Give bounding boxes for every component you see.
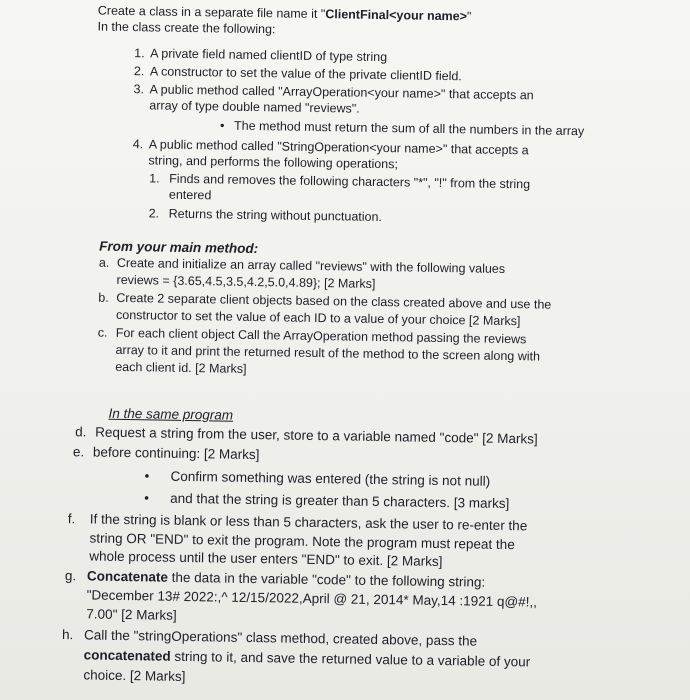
class-item-1: 1. A private field named clientID of type string: [134, 46, 388, 65]
main-item-a-cont: reviews = {3.65,4.5,3.5,4.2,5.0,4.89}; [2 Marks]: [116, 272, 376, 291]
main-item-a: a. Create and initialize an array called "reviews" with the following values: [98, 255, 506, 276]
main-item-c: c. For each client object Call the ArrayOperation method passing the reviews: [97, 325, 527, 347]
item-f: f. If the string is blank or less than 5 characters, ask the user to re-enter the: [67, 511, 528, 534]
class-item-4-sub-1-cont: entered: [168, 187, 212, 203]
class-name: ClientFinal<your name>: [325, 7, 468, 24]
main-item-c-cont-1: array to it and print the returned result of the method to the screen along with: [115, 342, 541, 364]
item-g: g. Concatenate the data in the variable "code" to the following string:: [64, 568, 486, 590]
class-item-3-cont: array of type double named "reviews".: [149, 98, 360, 116]
class-item-4-sub-2: 2. Returns the string without punctuation.: [148, 206, 383, 225]
item-e-bullet-2: • and that the string is greater than 5 characters. [3 marks]: [144, 490, 510, 512]
bullet-icon: •: [219, 118, 225, 133]
item-d: d. Request a string from the user, store to a variable named "code" [2 Marks]: [75, 424, 538, 447]
item-f-cont-2: whole process until the user enters "END" to exit. [2 Marks]: [89, 548, 443, 570]
item-h: h. Call the "stringOperations" class method, created above, pass the: [61, 627, 478, 649]
class-item-3-bullet: • The method must return the sum of all the numbers in the array: [219, 118, 585, 139]
bullet-icon: •: [144, 490, 150, 506]
class-item-4: 4. A public method called "StringOperation<your name>" that accepts a: [132, 137, 529, 158]
intro-text: Create a class in a separate file name it ": [97, 3, 326, 22]
class-item-4-cont: string, and performs the following operations;: [148, 153, 399, 172]
same-program-heading: In the same program: [108, 405, 234, 423]
item-f-cont-1: string OR "END" to exit the program. Note the program must repeat the: [89, 530, 515, 553]
item-e: e. before continuing: [2 Marks]: [72, 444, 260, 463]
item-g-marks: 7.00" [2 Marks]: [86, 606, 177, 623]
main-item-b: b. Create 2 separate client objects based on the class created above and use the: [98, 290, 552, 312]
item-e-bullet-1: • Confirm something was entered (the string is not null): [144, 468, 491, 489]
main-item-c-cont-2: each client id. [2 Marks]: [115, 359, 247, 376]
main-item-b-cont: constructor to set the value of each ID to a value of your choice [2 Marks]: [115, 307, 521, 329]
class-item-4-sub-1: 1. Finds and removes the following characters "*", "!" from the string: [149, 171, 531, 192]
intro-quote: ": [466, 9, 472, 24]
item-g-string: "December 13# 2022:,^ 12/15/2022,April @ 21, 2014* May,14 :1921 q@#!,,: [86, 587, 538, 610]
item-h-cont-1: concatenated string to it, and save the returned value to a variable of your: [83, 647, 531, 670]
intro-line-2: In the class create the following:: [97, 19, 276, 37]
class-item-2: 2. A constructor to set the value of the private clientID field.: [133, 64, 462, 84]
bullet-icon: •: [144, 468, 150, 484]
class-item-3: 3. A public method called "ArrayOperation<your name>" that accepts an: [133, 82, 534, 103]
main-heading: From your main method:: [99, 238, 259, 257]
item-h-cont-2: choice. [2 Marks]: [83, 667, 186, 684]
